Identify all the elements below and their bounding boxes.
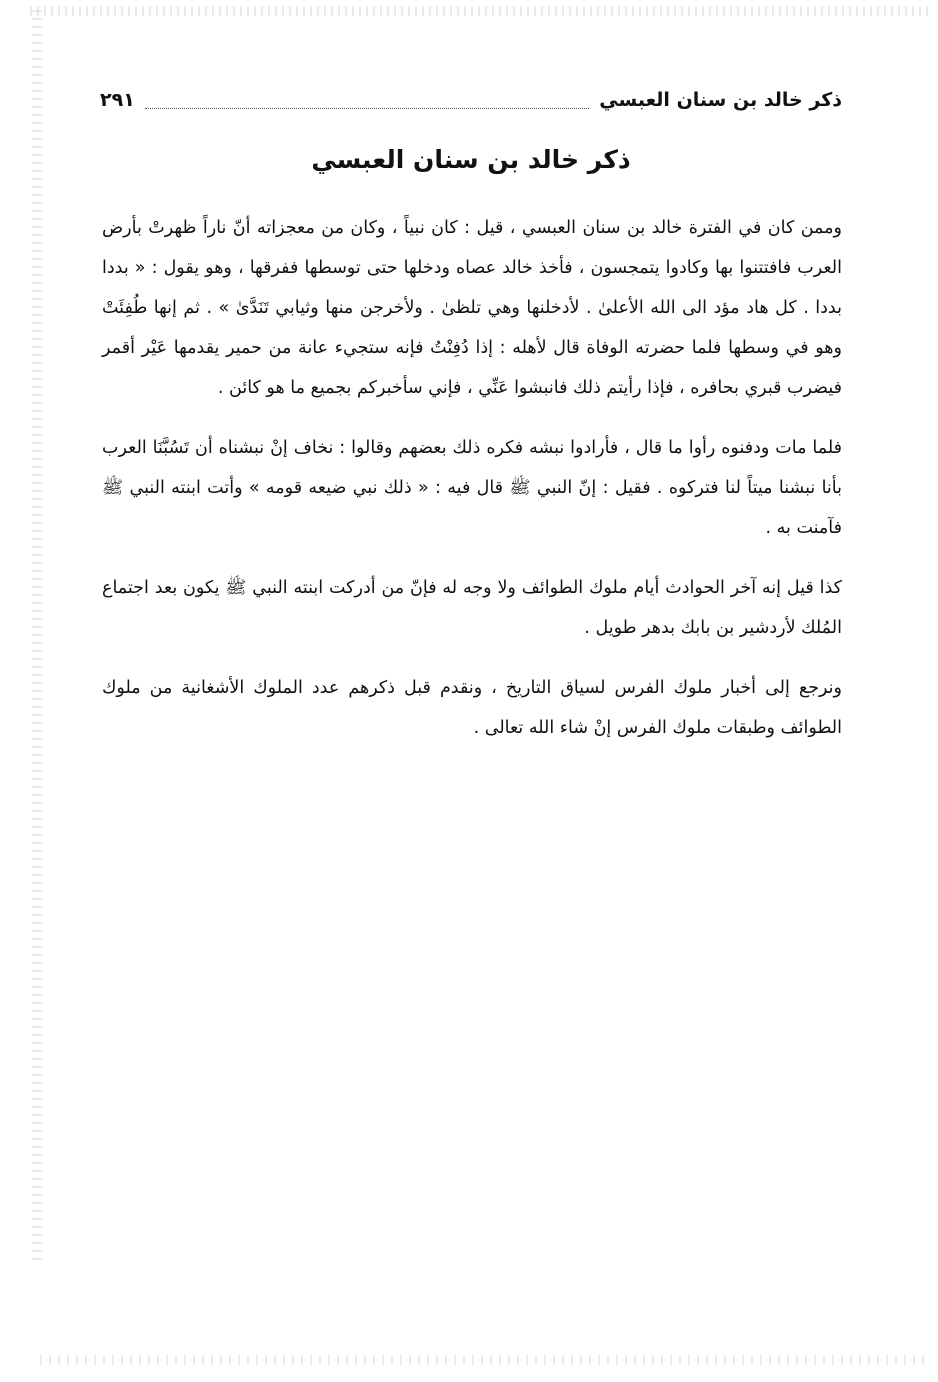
- scan-edge-bottom: [40, 1355, 930, 1365]
- paragraph: فلما مات ودفنوه رأوا ما قال ، فأرادوا نبشه فكره ذلك بعضهم وقالوا : نخاف إنْ نبشناه أن تَسُبَّنَا العرب بأنا نبشنا ميتاً لنا فتركوه . فقيل : إنّ النبي ﷺ قال فيه : « ذلك نبي ضيعه قومه » وأتت ابنته النبي ﷺ فآمنت به .: [102, 438, 842, 538]
- paragraph: وممن كان في الفترة خالد بن سنان العبسي ، قيل : كان نبياً ، وكان من معجزاته أنّ ناراً ظهرتْ بأرض العرب فافتتنوا بها وكادوا يتمجسون ، فأخذ خالد عصاه ودخلها حتى توسطها ففرقها ، وهو يقول : « بددا بددا . كل هاد مؤد الى الله الأعلىٰ . لأدخلنها وهي تلظىٰ . ولأخرجن منها وثيابي تَنَدَّىٰ » . ثم إنها طُفِئَتْ وهو في وسطها فلما حضرته الوفاة قال لأهله : إذا دُفِنْتُ فإنه ستجيء عانة من حمير يقدمها عَيْر أقمر فيضرب قبري بحافره ، فإذا رأيتم ذلك فانبشوا عَنِّي ، فإني سأخبركم بجميع ما هو كائن .: [102, 218, 842, 398]
- chapter-title: ذكر خالد بن سنان العبسي: [311, 145, 631, 174]
- dotted-leader: [145, 92, 589, 109]
- paragraph: كذا قيل إنه آخر الحوادث أيام ملوك الطوائف ولا وجه له فإنّ من أدركت ابنته النبي ﷺ يكون بعد اجتماع المُلك لأردشير بن بابك بدهر طويل .: [102, 578, 842, 638]
- page-header: [100, 82, 842, 118]
- page-number: ٢٩١: [100, 89, 135, 111]
- body-text: [102, 208, 842, 768]
- paragraph: ونرجع إلى أخبار ملوك الفرس لسياق التاريخ ، ونقدم قبل ذكرهم عدد الملوك الأشغانية من ملوك الطوائف وطبقات ملوك الفرس إنْ شاء الله تعالى .: [102, 678, 842, 738]
- scan-edge-left: [32, 10, 42, 1260]
- running-title: ذكر خالد بن سنان العبسي: [599, 89, 842, 111]
- scan-edge-top: [30, 6, 930, 16]
